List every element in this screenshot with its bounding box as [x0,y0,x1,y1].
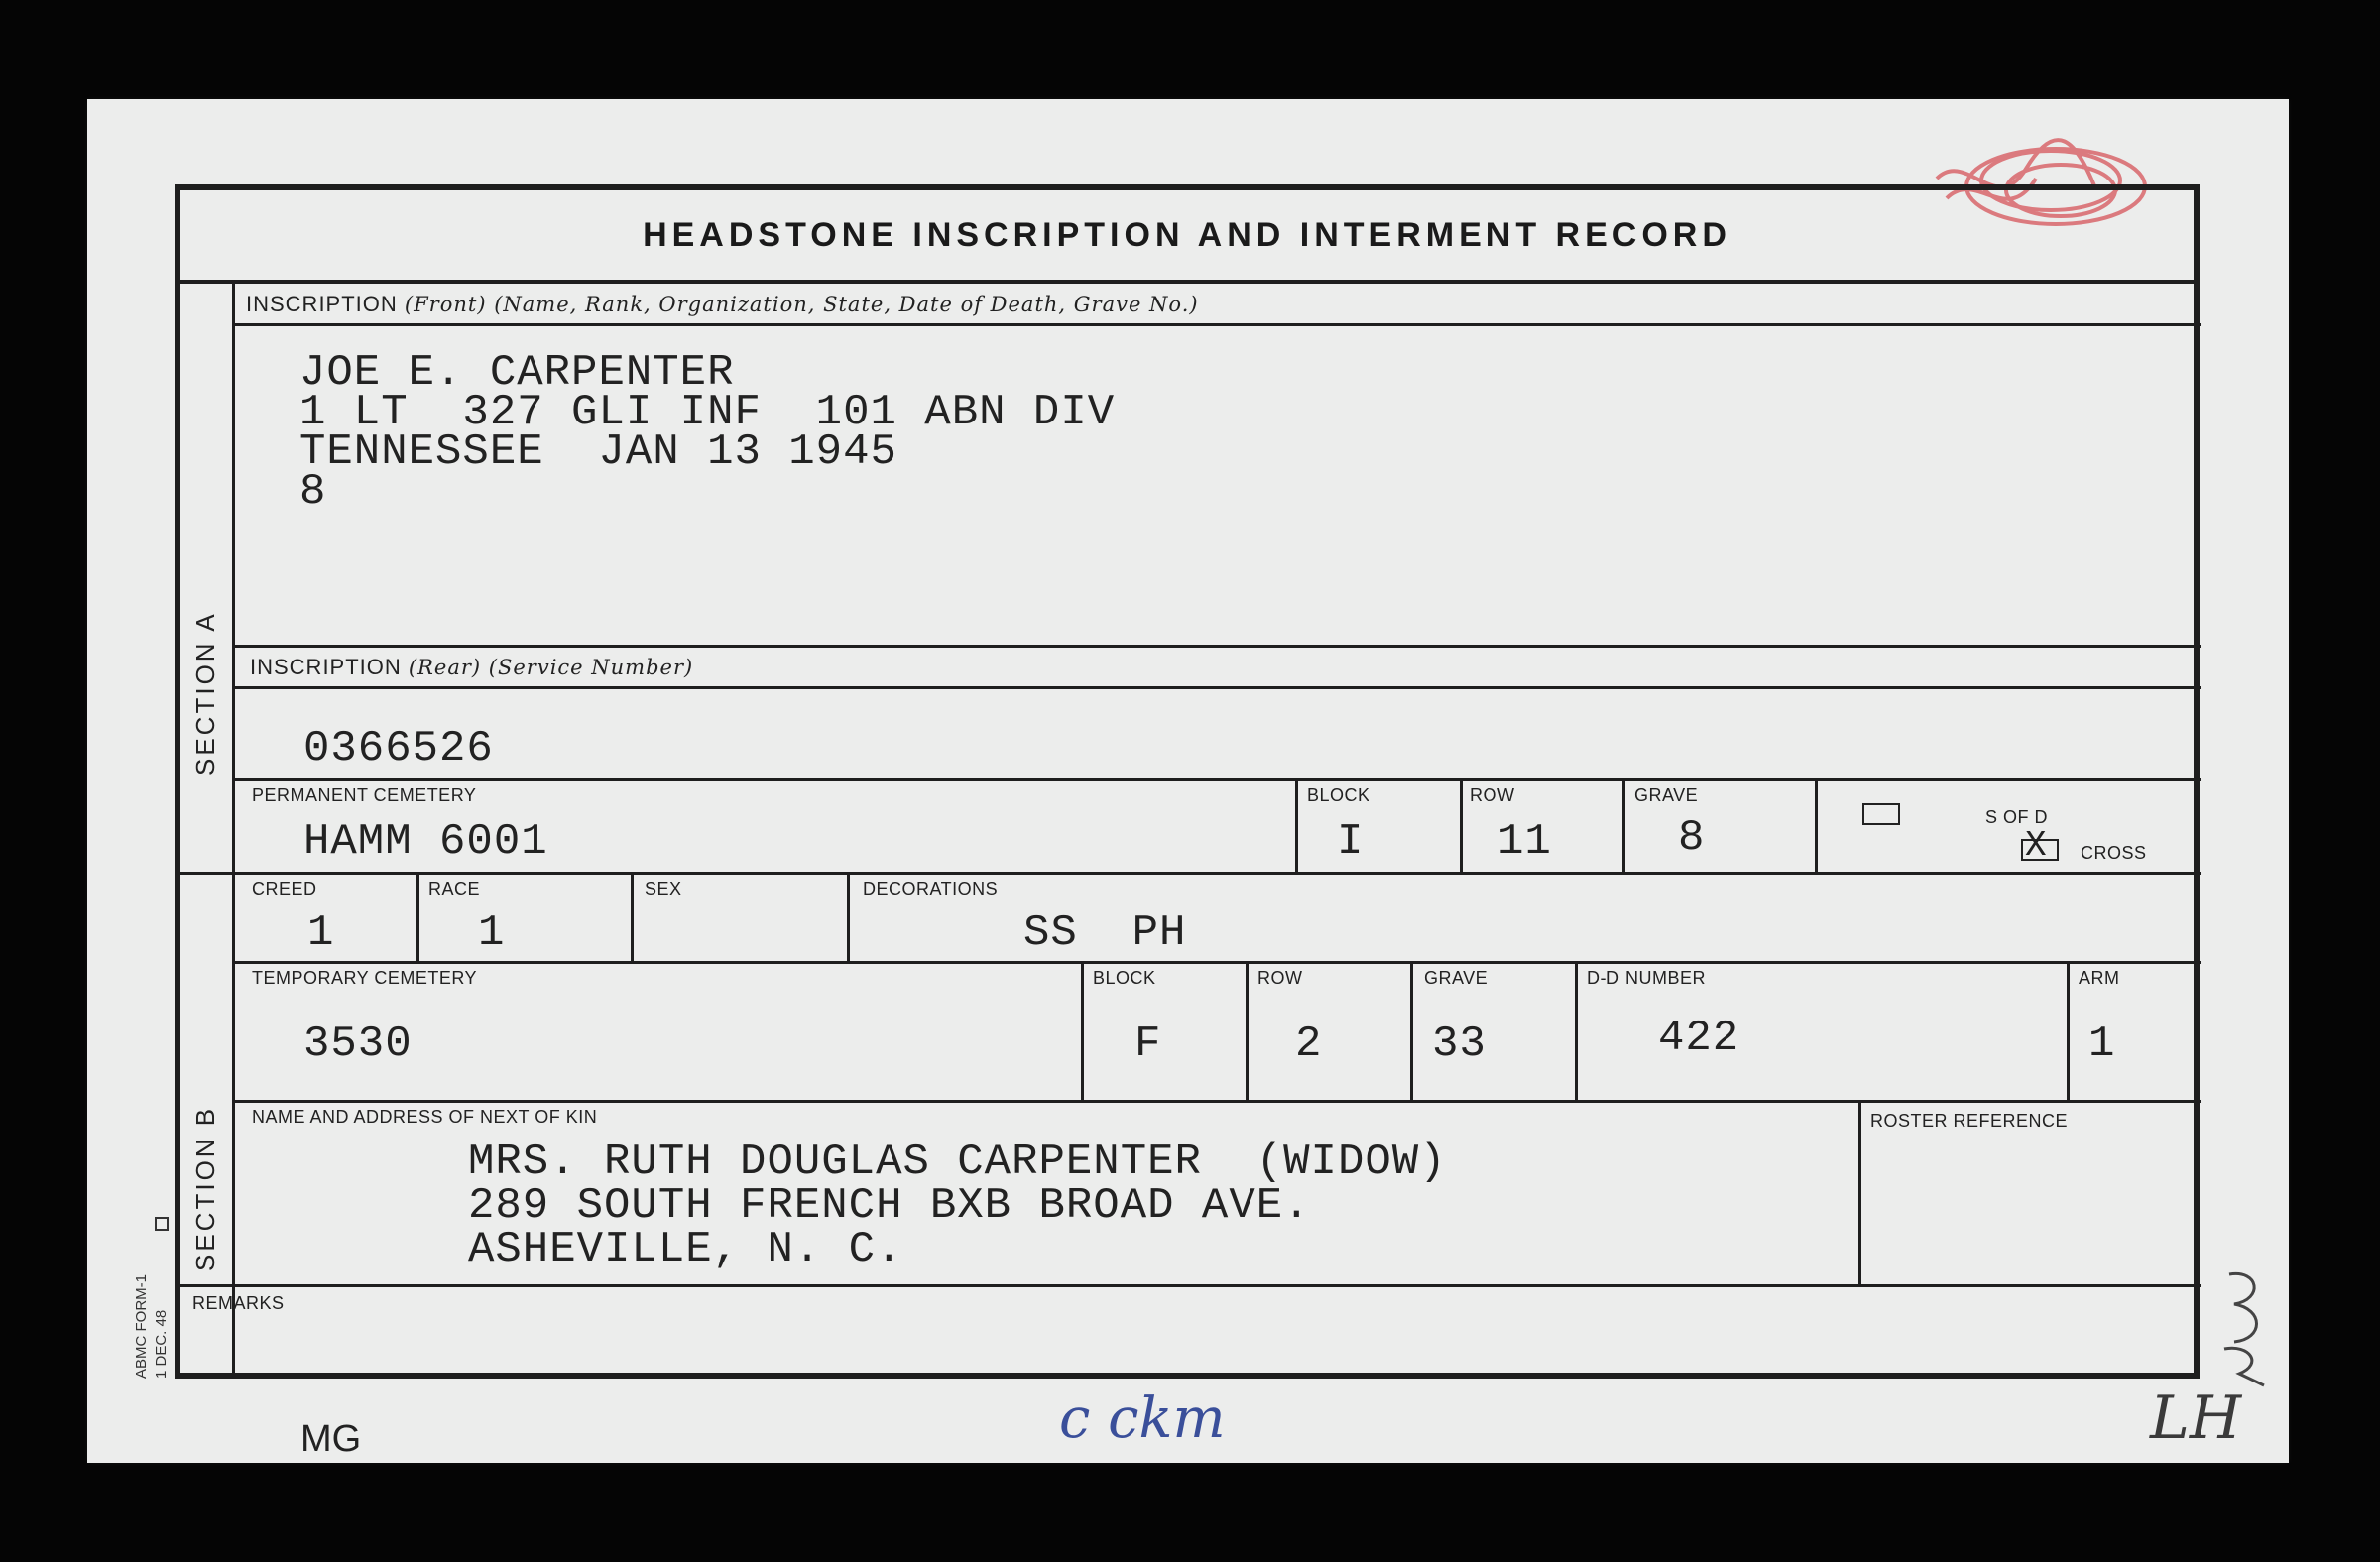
creed-value: 1 [307,908,335,958]
race-label: RACE [428,879,481,899]
permanent-cemetery-label: PERMANENT CEMETERY [252,785,477,805]
divider [416,872,419,961]
front-label-underline [232,323,2201,326]
form-title: HEADSTONE INSCRIPTION AND INTERMENT RECORD [180,190,2194,284]
divider [1081,961,1084,1100]
race-value: 1 [478,908,506,958]
cross-label: CROSS [2081,843,2147,863]
divider [1575,961,1578,1100]
remarks-row-top [180,1284,2201,1287]
permanent-block-value: I [1337,817,1365,867]
divider [1858,1100,1861,1284]
section-column-divider [232,280,235,1379]
permanent-grave-value: 8 [1678,813,1706,863]
remarks-label: REMARKS [192,1293,285,1313]
temporary-cemetery-label: TEMPORARY CEMETERY [252,968,478,988]
sofd-label: S OF D [1985,807,2049,827]
form-id-box [155,1217,169,1231]
divider [847,872,850,961]
inscription-front-label: INSCRIPTION (Front) (Name, Rank, Organization, State, Date of Death, Grave No.) [246,292,1199,316]
divider [1622,778,1625,872]
divider [2067,961,2070,1100]
temporary-grave-value: 33 [1432,1020,1487,1069]
personal-row-top [232,872,2201,875]
arm-label: ARM [2079,968,2120,988]
record-card [87,99,2289,1463]
temporary-row-top [232,961,2201,964]
handwritten-side-scribble [2209,1264,2279,1393]
decorations-label: DECORATIONS [863,879,999,899]
temporary-block-label: BLOCK [1093,968,1156,988]
form-frame [175,184,2200,1379]
temporary-row-value: 2 [1295,1020,1323,1069]
arm-value: 1 [2088,1020,2116,1069]
next-of-kin-text: MRS. RUTH DOUGLAS CARPENTER (WIDOW) 289 SOUTH FRENCH BXB BROAD AVE. ASHEVILLE, N. C. [468,1138,1447,1274]
sex-label: SEX [645,879,682,899]
next-of-kin-label: NAME AND ADDRESS OF NEXT OF KIN [252,1107,598,1127]
divider [631,872,634,961]
form-id-line1: ABMC FORM-1 [133,1274,150,1379]
temporary-block-value: F [1134,1020,1162,1069]
service-number: 0366526 [303,724,494,774]
divider [1460,778,1463,872]
decorations-value: SS PH [1023,908,1187,958]
divider [1815,778,1818,872]
handwritten-initials-right: LH [2150,1383,2242,1453]
dd-number-value: 422 [1658,1014,1740,1063]
permanent-block-label: BLOCK [1307,785,1370,805]
inscription-front-text: JOE E. CARPENTER 1 LT 327 GLI INF 101 ABN DIV TENNESSEE JAN 13 1945 8 [299,348,1116,517]
sofd-checkbox[interactable] [1862,803,1900,825]
permanent-cemetery-value: HAMM 6001 [303,817,548,867]
permanent-row-value: 11 [1497,817,1552,867]
divider [1295,778,1298,872]
handwritten-initials-center: c ckm [1059,1386,1226,1451]
temporary-cemetery-value: 3530 [303,1020,413,1069]
inscription-rear-label: INSCRIPTION (Rear) (Service Number) [250,655,694,679]
divider [1246,961,1249,1100]
temporary-grave-label: GRAVE [1424,968,1488,988]
permanent-grave-label: GRAVE [1634,785,1699,805]
rear-label-underline [232,686,2201,689]
roster-reference-label: ROSTER REFERENCE [1870,1111,2069,1131]
cross-check-mark: X [2025,825,2048,866]
divider [1410,961,1413,1100]
dd-number-label: D-D NUMBER [1587,968,1706,988]
section-split-line [180,872,236,875]
section-b-label: SECTION B [190,1105,220,1271]
section-a-label: SECTION A [190,611,220,776]
front-box-bottom [232,645,2201,648]
creed-label: CREED [252,879,317,899]
permanent-row-label: ROW [1470,785,1515,805]
next-of-kin-row-top [232,1100,2201,1103]
temporary-row-label: ROW [1257,968,1303,988]
handwritten-initials-left: MG [300,1418,362,1460]
permanent-row-top [232,778,2201,781]
form-id-line2: 1 DEC. 48 [153,1309,170,1379]
